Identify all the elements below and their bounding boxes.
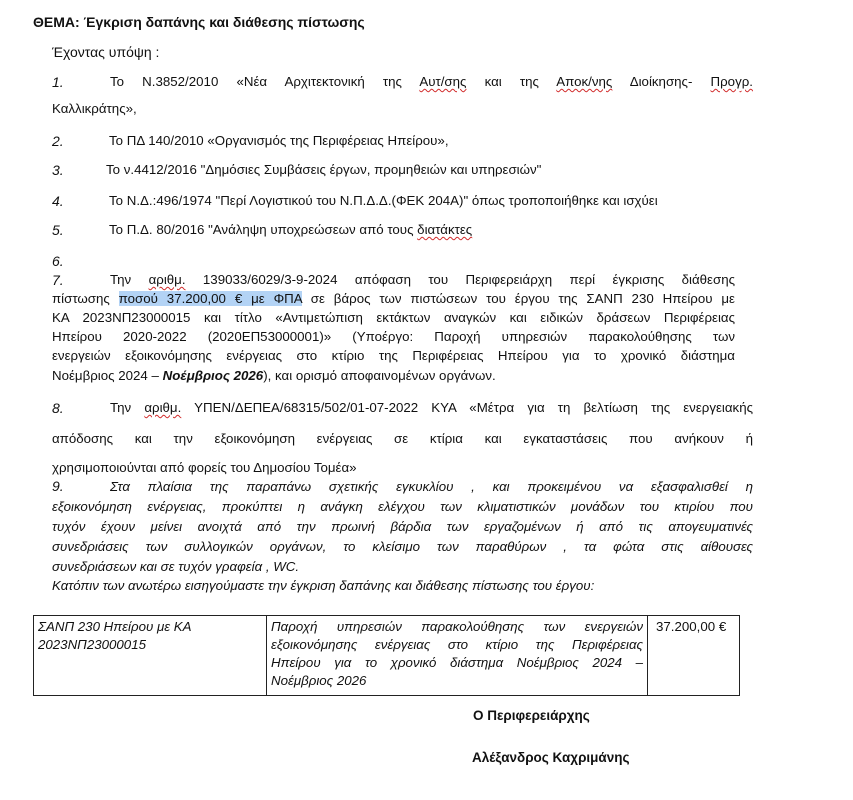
table-cell-text: Παροχή υπηρεσιών παρακολούθησης των ενεργειών	[271, 619, 643, 634]
subject-title: ΘΕΜΑ: Έγκριση δαπάνης και διάθεσης πίστωσης	[33, 14, 365, 30]
item-7-text: ), και ορισμό αποφαινομένων οργάνων.	[263, 368, 496, 383]
highlighted-amount: ποσού 37.200,00 € με ΦΠΑ	[118, 291, 302, 306]
item-1-text: Το Ν.3852/2010 «Νέα Αρχιτεκτονική της	[110, 74, 420, 89]
item-7-text: 139033/6029/3-9-2024 απόφαση του Περιφερειάρχη περί έγκρισης διάθεσης	[185, 272, 735, 287]
item-9-line-5: συνεδριάσεων και σε τυχόν γραφεία , WC.	[52, 559, 300, 574]
item-8-word: αριθμ.	[144, 400, 182, 415]
item-1-text: και της	[466, 74, 557, 89]
table-cell-project-code	[34, 616, 267, 696]
item-1-number: 1.	[52, 74, 64, 90]
item-5-text	[109, 222, 472, 237]
item-7-line-6	[52, 368, 496, 383]
item-7-line-3: ΚΑ 2023ΝΠ23000015 και τίτλο «Αντιμετώπιση εκτάκτων αναγκών και ειδικών δράσεων Περιφέρειας	[52, 310, 735, 325]
table-cell-description	[267, 616, 648, 696]
item-1-word: Αποκ/νης	[556, 74, 613, 89]
item-9-line-4: συνεδριάσεις των συλλογικών οργάνων, το κλείσιμο των παραθύρων , τα φώτα στις αίθουσες	[52, 539, 753, 554]
item-8-number: 8.	[52, 400, 64, 416]
item-7-text: πίστωσης	[52, 291, 119, 306]
item-1-word: Προγρ.	[710, 74, 753, 89]
item-4-number: 4.	[52, 193, 64, 209]
item-3-number: 3.	[52, 162, 64, 178]
table-cell-text: ΣΑΝΠ 230 Ηπείρου με ΚΑ	[38, 619, 192, 634]
item-7-line-1	[110, 272, 735, 287]
item-5-word: διατάκτες	[417, 222, 473, 237]
table-cell-text: εξοικονόμησης ενέργειας στο κτίριο της Περιφέρειας	[271, 637, 643, 652]
intro-text: Έχοντας υπόψη :	[52, 44, 160, 60]
item-7-text: Την	[110, 272, 149, 287]
item-7-text: σε βάρος των πιστώσεων του έργου της ΣΑΝΠ 230 Ηπείρου με	[301, 291, 735, 306]
item-8-line-1	[110, 400, 753, 415]
item-1-line-1	[110, 74, 753, 89]
item-7-text: Νοέμβριος 2024 –	[52, 368, 163, 383]
item-9-number: 9.	[52, 478, 64, 494]
item-1-text: Διοίκησης-	[612, 74, 711, 89]
signature-name: Αλέξανδρος Καχριμάνης	[472, 750, 630, 765]
item-7-line-5: ενεργειών εξοικονόμησης ενέργειας στο κτίριο της Περιφέρειας Ηπείρου για το χρονικό διάστημα	[52, 348, 735, 363]
proposal-text: Κατόπιν των ανωτέρω εισηγούμαστε την έγκριση δαπάνης και διάθεσης πίστωσης του έργου:	[52, 578, 595, 593]
item-1-word: Αυτ/σης	[419, 74, 467, 89]
item-7-line-4: Ηπείρου 2020-2022 (2020ΕΠ53000001)» (Υποέργο: Παροχή υπηρεσιών παρακολούθησης των	[52, 329, 735, 344]
item-8-line-2: απόδοσης και την εξοικονόμηση ενέργειας σε κτίρια και εγκαταστάσεις που ανήκουν ή	[52, 431, 753, 446]
item-7-word: αριθμ.	[148, 272, 186, 287]
table-cell-text: Νοέμβριος 2026	[271, 673, 367, 688]
item-5-number: 5.	[52, 222, 64, 238]
table-cell-amount: 37.200,00 €	[648, 616, 740, 696]
item-2-text: Το ΠΔ 140/2010 «Οργανισμός της Περιφέρειας Ηπείρου»,	[109, 133, 449, 148]
item-5-text-part: Το Π.Δ. 80/2016 "Ανάληψη υποχρεώσεων από τους	[109, 222, 418, 237]
item-8-text: Την	[110, 400, 145, 415]
item-7-bold-date: Νοέμβριος 2026	[162, 368, 264, 383]
item-9-line-2: εξοικονόμηση ενέργειας, προκύπτει η ανάγκη ελέγχου των κλιματιστικών μονάδων του κτιρίου που	[52, 499, 753, 514]
item-9-line-1: Στα πλαίσια της παραπάνω σχετικής εγκυκλίου , και προκειμένου να εξασφαλισθεί η	[110, 479, 753, 494]
item-2-number: 2.	[52, 133, 64, 149]
item-1-line-2: Καλλικράτης»,	[52, 101, 137, 116]
item-4-text: Το Ν.Δ.:496/1974 "Περί Λογιστικού του Ν.Π.Δ.Δ.(ΦΕΚ 204Α)" όπως τροποποιήθηκε και ισχύει	[109, 193, 658, 208]
item-9-line-3: τυχόν έχουν μείνει ανοιχτά από την πρωινή βάρδια των εργαζομένων ή από τις απογευματινές	[52, 519, 753, 534]
item-3-text: Το ν.4412/2016 "Δημόσιες Συμβάσεις έργων, προμηθειών και υπηρεσιών"	[106, 162, 542, 177]
item-8-text: ΥΠΕΝ/ΔΕΠΕΑ/68315/502/01-07-2022 ΚΥΑ «Μέτρα για τη βελτίωση της ενεργειακής	[181, 400, 753, 415]
table-cell-text: Ηπείρου για το χρονικό διάστημα Νοέμβριος 2024 –	[271, 655, 643, 670]
item-6-number: 6.	[52, 253, 64, 269]
cost-table	[33, 615, 740, 696]
signature-role: Ο Περιφερειάρχης	[473, 708, 590, 723]
item-8-line-3: χρησιμοποιούνται από φορείς του Δημοσίου Τομέα»	[52, 460, 357, 475]
table-cell-text: 2023ΝΠ23000015	[38, 637, 146, 652]
item-7-line-2	[52, 291, 735, 306]
item-7-number: 7.	[52, 272, 64, 288]
table-row	[34, 616, 740, 696]
